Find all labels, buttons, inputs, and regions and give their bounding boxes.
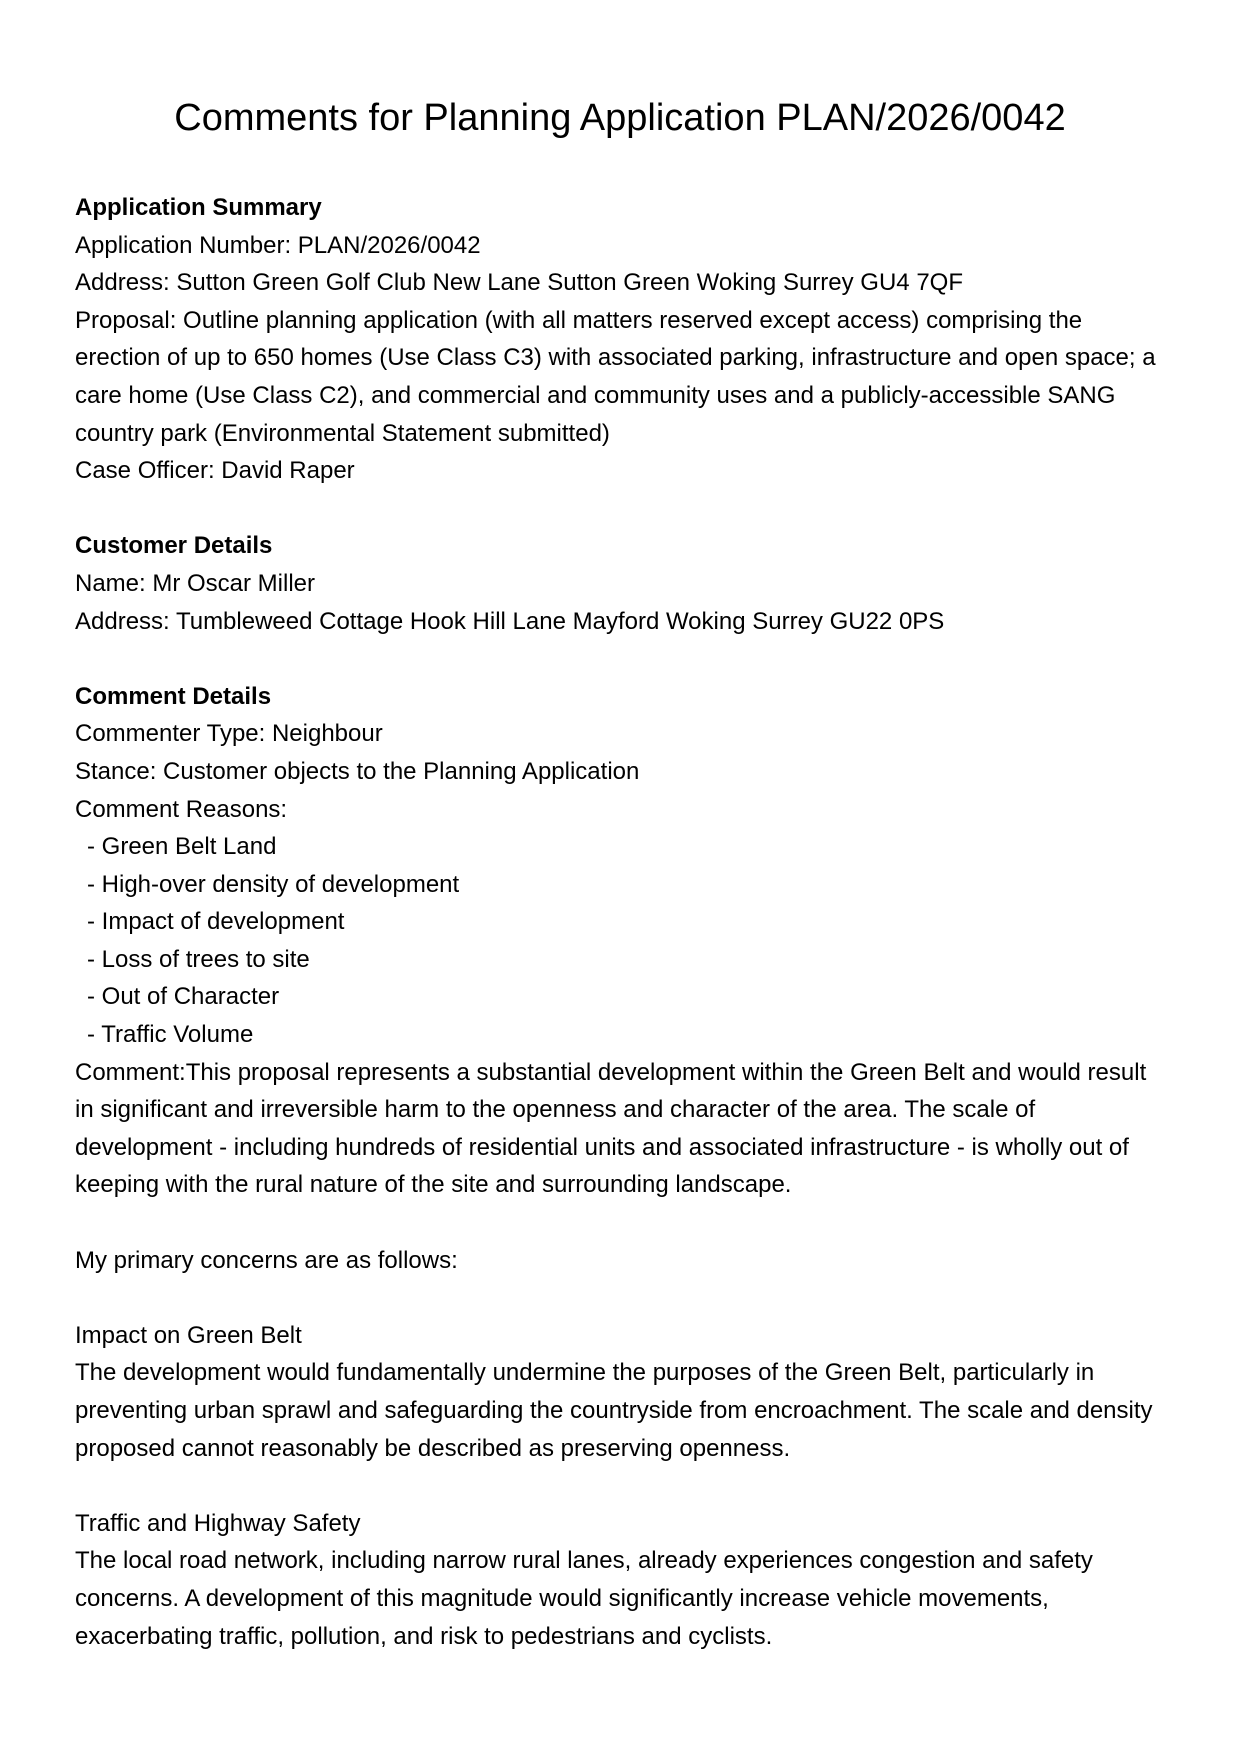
comment-intro: Comment:This proposal represents a substantial development within the Green Belt and would result in significant and irreversible harm to the openness and character of the area. The scale of development - including hundreds of residential units and associated infrastructure - is wholly out of keeping with the rural nature of the site and surrounding landscape. [75, 1058, 1147, 1199]
comment-reason-item: - Green Belt Land [87, 833, 277, 861]
comment-reason-item: - Traffic Volume [87, 1021, 254, 1049]
document-body [75, 189, 1165, 1655]
customer-address: Address: Tumbleweed Cottage Hook Hill Lane Mayford Woking Surrey GU22 0PS [75, 607, 945, 635]
case-officer: Case Officer: David Raper [75, 457, 355, 485]
concern-heading: Impact on Green Belt [75, 1321, 302, 1349]
stance: Stance: Customer objects to the Planning Application [75, 757, 640, 785]
commenter-type: Commenter Type: Neighbour [75, 720, 383, 748]
comment-reasons-list [75, 828, 1165, 1054]
comment-reasons-label: Comment Reasons: [75, 795, 288, 823]
application-summary-heading: Application Summary [75, 194, 322, 221]
concern-text: The development would fundamentally undermine the purposes of the Green Belt, particularly in preventing urban sprawl and safeguarding the countryside from encroachment. The scale and density proposed cannot reasonably be described as preserving openness. [75, 1359, 1153, 1462]
customer-name: Name: Mr Oscar Miller [75, 569, 316, 597]
application-number: Application Number: PLAN/2026/0042 [75, 231, 481, 259]
comment-reason-item: - Loss of trees to site [87, 945, 310, 973]
concerns-intro: My primary concerns are as follows: [75, 1246, 458, 1274]
comment-reason-item: - High-over density of development [87, 870, 460, 898]
application-summary-section [75, 189, 1165, 490]
comment-details-section [75, 678, 1165, 1655]
application-address: Address: Sutton Green Golf Club New Lane Sutton Green Woking Surrey GU4 7QF [75, 269, 963, 297]
application-proposal: Proposal: Outline planning application (with all matters reserved except access) comprising the erection of up to 650 homes (Use Class C3) with associated parking, infrastructure and open space; a care home (Use Class C2), and commercial and community uses and a publicly-accessible SANG country park (Environmental Statement submitted) [75, 306, 1156, 447]
customer-details-heading: Customer Details [75, 532, 273, 560]
concern-text: The local road network, including narrow rural lanes, already experiences congestion and safety concerns. A development of this magnitude would significantly increase vehicle movements, exacerbating traffic, pollution, and risk to pedestrians and cyclists. [75, 1547, 1093, 1650]
page-title: Comments for Planning Application PLAN/2026/0042 [174, 97, 1066, 139]
customer-details-section [75, 527, 1165, 640]
comment-reason-item: - Out of Character [87, 983, 280, 1011]
comment-reason-item: - Impact of development [87, 908, 345, 936]
concern-block-green-belt [75, 1317, 1165, 1467]
concern-heading: Traffic and Highway Safety [75, 1509, 361, 1537]
concern-block-traffic [75, 1505, 1165, 1655]
comment-details-heading: Comment Details [75, 682, 272, 710]
